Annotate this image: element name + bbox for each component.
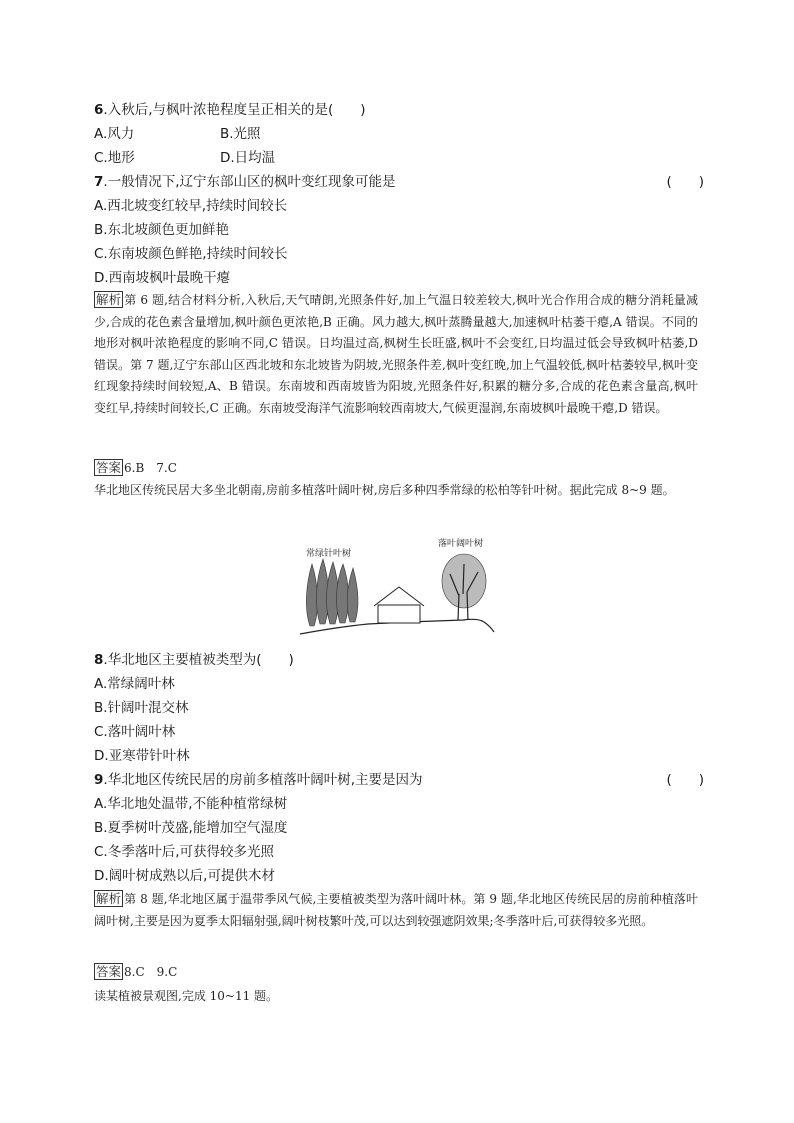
explanation-6-7 [94, 289, 698, 420]
next-material-text: 读某植被景观图,完成 10~11 题。 [94, 989, 279, 1003]
answer-8-9 [94, 962, 177, 982]
question-7 [94, 172, 704, 192]
explanation-8-9 [94, 888, 698, 932]
option-d: D.西南坡枫叶最晚干瘪 [94, 270, 231, 286]
question-number: 6 [94, 102, 104, 118]
q6-options-row-2 [94, 148, 276, 168]
question-number: 7 [94, 174, 104, 190]
option-b: B.东北坡颜色更加鲜艳 [94, 222, 230, 238]
question-stem: .华北地区传统民居的房前多植落叶阔叶树,主要是因为 [103, 772, 423, 788]
question-number: 8 [94, 652, 104, 668]
option-d: D.日均温 [220, 150, 276, 166]
answer-6-7 [94, 458, 177, 478]
question-stem: .华北地区主要植被类型为( ) [103, 652, 294, 668]
q6-options-row-1 [94, 124, 261, 144]
option-a: A.风力 [94, 126, 135, 142]
option-c: C.东南坡颜色鲜艳,持续时间较长 [94, 246, 288, 262]
question-9 [94, 770, 704, 790]
option-c: C.冬季落叶后,可获得较多光照 [94, 844, 275, 860]
option-d: D.亚寒带针叶林 [94, 748, 190, 764]
question-6 [94, 100, 366, 120]
answer-tag: 答案 [96, 964, 122, 979]
option-b: B.光照 [220, 126, 261, 142]
explanation-text: 第 8 题,华北地区属于温带季风气候,主要植被类型为落叶阔叶林。第 9 题,华北地区传统民居的房前种植落叶阔叶树,主要是因为夏季太阳辐射强,阔叶树枝繁叶茂,可以达到较强遮阴效果;冬季落叶后,可获得较多光照。 [94, 892, 698, 928]
question-stem: .入秋后,与枫叶浓艳程度呈正相关的是( ) [103, 102, 366, 118]
option-c: C.落叶阔叶林 [94, 724, 176, 740]
material-text: 华北地区传统民居大多坐北朝南,房前多植落叶阔叶树,房后多种四季常绿的松柏等针叶树。据此完成 8~9 题。 [94, 483, 675, 497]
option-b: B.夏季树叶茂盛,能增加空气湿度 [94, 820, 288, 836]
option-c: C.地形 [94, 150, 135, 166]
option-a: A.常绿阔叶林 [94, 676, 175, 692]
figure-house-trees [298, 534, 498, 638]
answer-text: 6.B 7.C [124, 461, 177, 475]
house [374, 587, 424, 623]
answer-paren: ( ) [666, 174, 704, 190]
label-conifer: 常绿针叶树 [306, 549, 352, 559]
answer-text: 8.C 9.C [124, 965, 178, 979]
explanation-tag: 解析 [96, 292, 122, 307]
label-deciduous: 落叶阔叶树 [438, 539, 484, 549]
answer-tag: 答案 [96, 460, 122, 475]
question-8 [94, 650, 294, 670]
option-a: A.西北坡变红较早,持续时间较长 [94, 198, 288, 214]
explanation-text: 第 6 题,结合材料分析,入秋后,天气晴朗,光照条件好,加上气温日较差较大,枫叶光合作用合成的糖分消耗量减少,合成的花色素含量增加,枫叶颜色更浓艳,B 正确。风力越大,枫叶蒸腾量越大,加速枫叶枯萎干瘪,A 错误。不同的地形对枫叶浓艳程度的影响不同,C 错误。日均温过高,枫树生长旺盛,枫叶不会变红,日均温过低会导致枫叶枯萎,D 错误。第 7 题,辽宁东部山区西北坡和东北坡皆为阴坡,光照条件差,枫叶变红晚,加上气温较低,枫叶枯萎较早,枫叶变红现象持续时间较短,A、B 错误。东南坡和西南坡皆为阳坡,光照条件好,积累的糖分多,合成的花色素含量高,枫叶变红早,持续时间较长,C 正确。东南坡受海洋气流影响较西南坡大,气候更湿润,东南坡枫叶最晚干瘪,D 错误。 [94, 293, 698, 415]
option-d: D.阔叶树成熟以后,可提供木材 [94, 868, 275, 884]
conifer-trees [306, 559, 358, 626]
option-b: B.针阔叶混交林 [94, 700, 189, 716]
deciduous-tree [442, 554, 486, 620]
question-number: 9 [94, 772, 104, 788]
explanation-tag: 解析 [96, 891, 122, 906]
option-a: A.华北地处温带,不能种植常绿树 [94, 796, 288, 812]
question-stem: .一般情况下,辽宁东部山区的枫叶变红现象可能是 [103, 174, 396, 190]
answer-paren: ( ) [666, 772, 704, 788]
